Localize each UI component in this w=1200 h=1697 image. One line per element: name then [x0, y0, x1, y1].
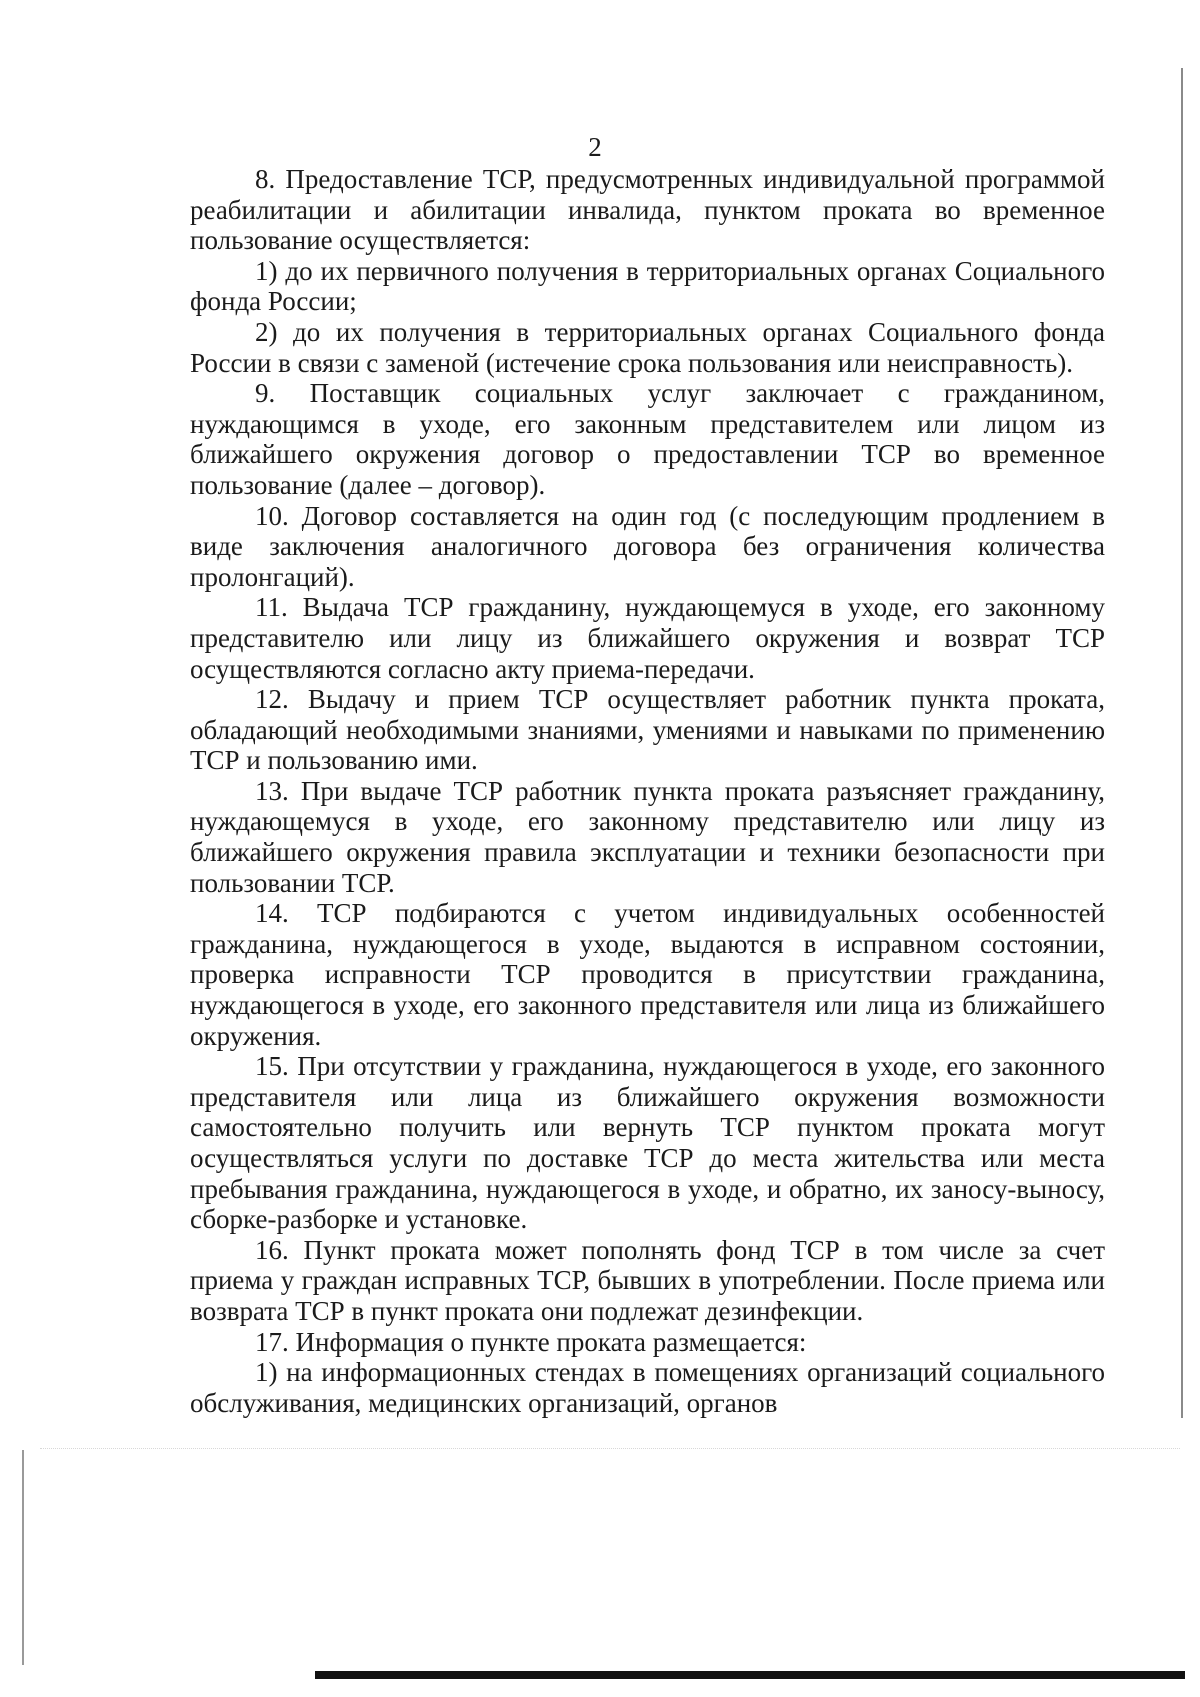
paragraph-12: 12. Выдачу и прием ТСР осуществляет работник пункта проката, обладающий необходимыми знаниями, умениями и навыками по применению ТСР и пользованию ими.	[190, 684, 1105, 776]
paragraph-15: 15. При отсутствии у гражданина, нуждающегося в уходе, его законного представителя или лица из ближайшего окружения возможности самостоятельно получить или вернуть ТСР пунктом проката могут осуществляться услуги по доставке ТСР до места жительства или места пребывания гражданина, нуждающегося в уходе, и обратно, их заносу-выносу, сборке-разборке и установке.	[190, 1051, 1105, 1235]
paragraph-8-item-2: 2) до их получения в территориальных органах Социального фонда России в связи с заменой (истечение срока пользования или неисправность).	[190, 316, 1105, 378]
paragraph-16: 16. Пункт проката может пополнять фонд ТСР в том числе за счет приема у граждан исправных ТСР, бывших в употреблении. После приема или возврата ТСР в пункт проката они подлежат дезинфекции.	[190, 1234, 1105, 1326]
paragraph-8: 8. Предоставление ТСР, предусмотренных индивидуальной программой реабилитации и абилитации инвалида, пунктом проката во временное пользование осуществляется:	[190, 164, 1105, 256]
paragraph-17-item-1: 1) на информационных стендах в помещениях организаций социального обслуживания, медицинских организаций, органов	[190, 1357, 1105, 1418]
paragraph-9: 9. Поставщик социальных услуг заключает с гражданином, нуждающимся в уходе, его законным представителем или лицом из ближайшего окружения договор о предоставлении ТСР во временное пользование (далее – договор).	[190, 378, 1105, 500]
page-number: 2	[588, 132, 602, 162]
paragraph-17: 17. Информация о пункте проката размещается:	[255, 1326, 807, 1357]
scan-bottom-edge	[315, 1671, 1185, 1679]
scan-right-edge	[1181, 68, 1183, 1418]
paragraph-11: 11. Выдача ТСР гражданину, нуждающемуся в уходе, его законному представителю или лицу из ближайшего окружения и возврат ТСР осуществляются согласно акту приема-передачи.	[190, 592, 1105, 684]
document-body	[190, 164, 1105, 1418]
paragraph-10: 10. Договор составляется на один год (с последующим продлением в виде заключения аналогичного договора без ограничения количества пролонгаций).	[190, 500, 1105, 592]
paragraph-8-item-1: 1) до их первичного получения в территориальных органах Социального фонда России;	[190, 255, 1105, 317]
scan-left-edge	[22, 1450, 24, 1665]
paragraph-13: 13. При выдаче ТСР работник пункта проката разъясняет гражданину, нуждающемуся в уходе, его законному представителю или лицу из ближайшего окружения правила эксплуатации и техники безопасности при пользовании ТСР.	[190, 775, 1105, 898]
paragraph-14: 14. ТСР подбираются с учетом индивидуальных особенностей гражданина, нуждающегося в уходе, выдаются в исправном состоянии, проверка исправности ТСР проводится в присутствии гражданина, нуждающегося в уходе, его законного представителя или лица из ближайшего окружения.	[190, 898, 1105, 1051]
scan-artifact-line	[40, 1448, 1180, 1449]
